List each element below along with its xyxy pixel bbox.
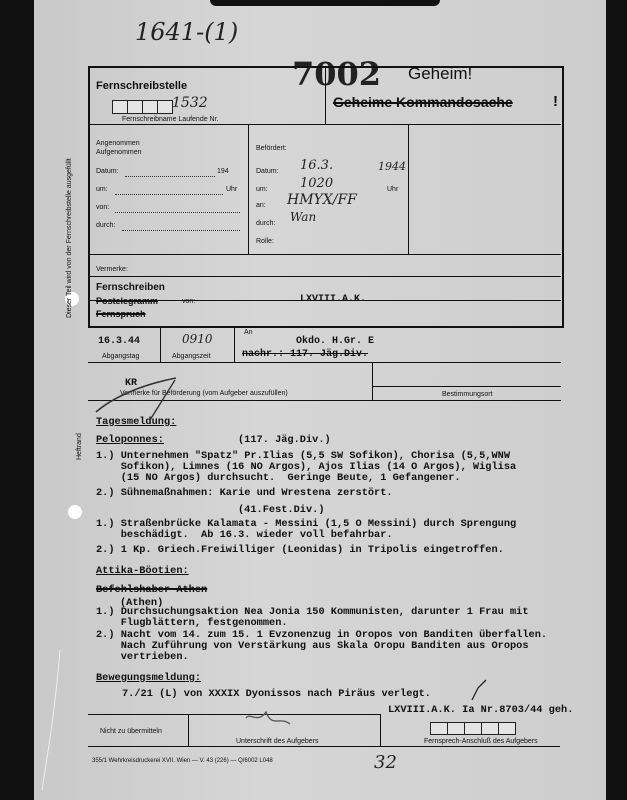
- sent-by-label: durch:: [256, 220, 276, 227]
- sent-date: 16.3.: [300, 158, 334, 173]
- movement-item: 7./21 (L) von XXXIX Dyonissos nach Piräus verlegt.: [122, 688, 431, 700]
- dispatch-date: 16.3.44: [98, 336, 141, 347]
- sent-time: 1020: [300, 176, 334, 191]
- message-type: Fernschreiben: [96, 282, 165, 293]
- struck-classification: Geheime Kommandosache: [333, 94, 513, 110]
- unit-117: (117. Jäg.Div.): [238, 434, 331, 446]
- report-item-4: 2.) 1 Kp. Griech.Freiwilliger (Leonidas) in Tripolis eingetroffen.: [96, 544, 504, 556]
- received-date-label: Datum:: [96, 168, 119, 175]
- recorded-label: Aufgenommen: [96, 149, 142, 156]
- section-attika: Attika-Böotien:: [96, 565, 189, 577]
- sender-phone-label: Fernsprech-Anschluß des Aufgebers: [424, 738, 538, 745]
- struck-type-1: Postelegramm: [96, 296, 159, 306]
- sent-by: Wan: [290, 210, 317, 224]
- report-item-1: 1.) Unternehmen "Spatz" Pr.Ilias (5,5 SW Sofikon), Chorisa (5,5,WNW Sofikon), Limnes (16 NO Argos), Ajos Ilias (14 O Argos), Wiglisa (15 NO Argos) durchsucht. Geringe Beute, 1 Gefangener.: [96, 450, 517, 484]
- priority-note: Vermerke für Beförderung (vom Aufgeber auszufüllen): [120, 390, 288, 397]
- sent-label: Befördert:: [256, 145, 287, 152]
- destination-label: Bestimmungsort: [442, 391, 493, 398]
- heftrand-label: Heftrand: [76, 433, 83, 460]
- received-uhr: Uhr: [226, 186, 238, 193]
- received-by-label: durch:: [96, 222, 116, 229]
- sent-time-label: um:: [256, 186, 268, 193]
- daily-report-heading: Tagesmeldung:: [96, 416, 177, 428]
- remarks-label: Vermerke:: [96, 266, 128, 273]
- office-title: Fernschreibstelle: [96, 80, 188, 92]
- classification: Geheim!: [408, 64, 473, 83]
- sent-year: 1944: [378, 160, 406, 173]
- struck-line: Befehlshaber Athen: [96, 584, 208, 596]
- document-number: 7002: [292, 55, 382, 93]
- dispatch-date-label: Abgangstag: [102, 353, 140, 360]
- unit-41: (41.Fest.Div.): [238, 504, 325, 516]
- sent-to: HMYX/FF: [287, 192, 357, 208]
- margin-note: Dieser Teil wird von der Fernschreibstelle ausgefüllt: [66, 158, 73, 318]
- received-year: 194: [217, 168, 229, 175]
- received-time-label: um:: [96, 186, 108, 193]
- dispatch-time: 0910: [182, 332, 213, 346]
- received-label: Angenommen: [96, 140, 140, 147]
- from-label: von:: [182, 298, 196, 305]
- exclamation-mark: !: [553, 93, 558, 110]
- section-peloponnes: Peloponnes:: [96, 434, 164, 446]
- signature-line: LXVIII.A.K. Ia Nr.8703/44 geh.: [388, 704, 574, 716]
- sent-uhr: Uhr: [387, 186, 399, 193]
- priority-mark: KR: [125, 378, 138, 389]
- report-item-6: 2.) Nacht vom 14. zum 15. 1 Evzonenzug in Oropos von Banditen überfallen. Nach Zuführung von Verstärkung aus Skala Oropu Banditen aus Oropos vertrieben.: [96, 629, 548, 663]
- page-number: 32: [374, 752, 397, 773]
- dispatch-time-label: Abgangszeit: [172, 353, 211, 360]
- serial-number: 1532: [172, 95, 208, 111]
- sender: LXVIII.A.K.: [300, 294, 367, 305]
- recipient-primary: Okdo. H.Gr. E: [296, 336, 375, 347]
- serial-label: Fernschreibname Laufende Nr.: [122, 116, 219, 123]
- recipient-info: nachr.: 117. Jäg.Div.: [242, 349, 369, 360]
- sent-to-label: an:: [256, 202, 266, 209]
- sent-date-label: Datum:: [256, 168, 279, 175]
- section-movement: Bewegungsmeldung:: [96, 672, 202, 684]
- report-item-5: 1.) Durchsuchungsaktion Nea Jonia 150 Kommunisten, darunter 1 Frau mit Flugblättern, festgenommen.: [96, 606, 529, 629]
- sent-roll-label: Rolle:: [256, 238, 274, 245]
- sender-signature-label: Unterschrift des Aufgebers: [236, 738, 319, 745]
- reference-number: 1641-(1): [135, 18, 239, 46]
- printer-imprint: 355/1 Wehrkreisdruckerei XVII. Wien — V. 43 (226) — Q/6002 L048: [92, 758, 273, 764]
- struck-type-2: Fernspruch: [96, 309, 146, 319]
- to-label: An: [244, 329, 253, 336]
- report-item-2: 2.) Sühnemaßnahmen: Karie und Wrestena zerstört.: [96, 487, 393, 499]
- report-item-3: 1.) Straßenbrücke Kalamata - Messini (1,5 O Messini) durch Sprengung beschädigt. Ab 16.3. wieder voll befahrbar.: [96, 518, 517, 541]
- subsection-athen: (Athen): [120, 597, 164, 609]
- do-not-transmit-label: Nicht zu übermitteln: [100, 728, 162, 735]
- received-from-label: von:: [96, 204, 110, 211]
